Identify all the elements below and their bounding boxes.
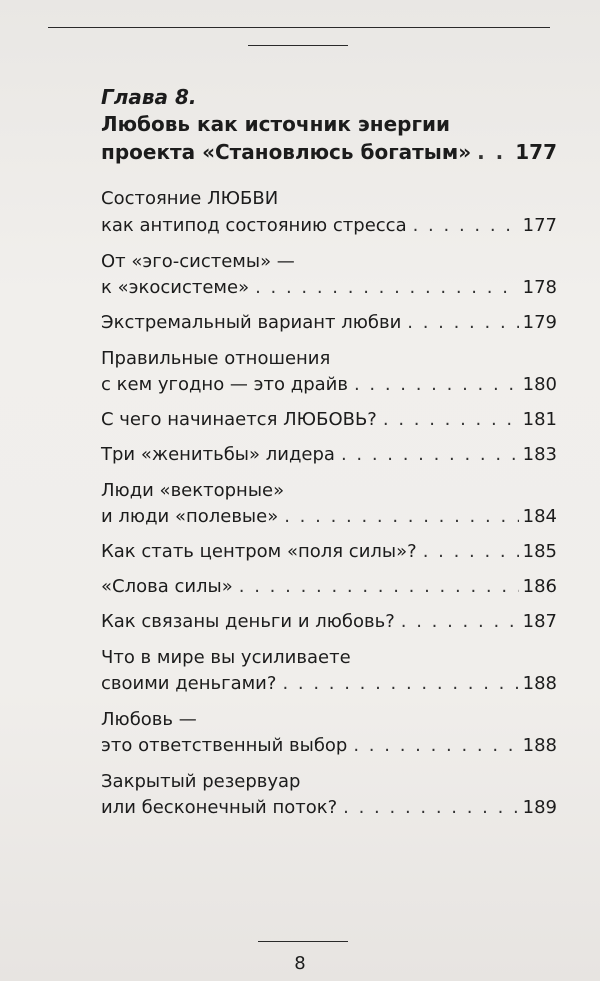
toc-entry-page: 179	[522, 312, 557, 333]
toc-entry	[101, 735, 557, 756]
dot-leader	[284, 506, 518, 527]
dot-leader	[401, 611, 519, 632]
chapter-page-number: 177	[515, 140, 557, 164]
toc-entry	[101, 312, 557, 333]
toc-entry-text: Как связаны деньги и любовь?	[101, 611, 395, 632]
toc-entry-text: и люди «полевые»	[101, 506, 279, 527]
toc-entry-text: Экстремальный вариант любви	[101, 312, 402, 333]
toc-entry-page: 186	[522, 576, 557, 597]
toc-entry	[101, 611, 557, 632]
top-rule	[48, 27, 550, 28]
toc-entry	[101, 673, 557, 694]
toc-entry	[101, 797, 557, 818]
toc-entry-page: 178	[522, 277, 557, 298]
toc-entry-text: «Слова силы»	[101, 576, 233, 597]
toc-entry-line1: Правильные отношения	[101, 348, 331, 369]
toc-entry	[101, 277, 557, 298]
toc-entry-page: 187	[522, 611, 557, 632]
toc-entry-text: как антипод состоянию стресса	[101, 215, 407, 236]
top-short-rule	[248, 45, 348, 46]
toc-entry-line1: Состояние ЛЮБВИ	[101, 188, 279, 209]
toc-entry-text: Как стать центром «поля силы»?	[101, 541, 417, 562]
chapter-title-text: проекта «Становлюсь богатым»	[101, 140, 472, 164]
toc-entry-page: 183	[522, 444, 557, 465]
toc-entry-line1: Что в мире вы усиливаете	[101, 647, 351, 668]
toc-entry-line1: Люди «векторные»	[101, 480, 285, 501]
toc-entry	[101, 541, 557, 562]
page-number: 8	[294, 953, 306, 974]
dot-leader	[239, 576, 519, 597]
toc-entry	[101, 374, 557, 395]
toc-entry-page: 184	[522, 506, 557, 527]
chapter-title-line1: Любовь как источник энергии	[101, 112, 450, 136]
dot-leader	[354, 374, 519, 395]
toc-entry	[101, 576, 557, 597]
dot-leader	[255, 277, 519, 298]
dot-leader	[407, 312, 518, 333]
dot-leader	[413, 215, 519, 236]
toc-entry	[101, 444, 557, 465]
toc-entry-line1: От «эго-системы» —	[101, 251, 295, 272]
toc-entry-page: 180	[522, 374, 557, 395]
dot-leader	[343, 797, 518, 818]
toc-entry-page: 189	[522, 797, 557, 818]
bottom-rule	[258, 941, 348, 942]
toc-entry	[101, 215, 557, 236]
dot-leader	[383, 409, 519, 430]
chapter-label: Глава 8.	[101, 85, 197, 109]
dot-leader	[341, 444, 519, 465]
toc-entry-text: с кем угодно — это драйв	[101, 374, 348, 395]
toc-entry	[101, 409, 557, 430]
dot-leader	[353, 735, 518, 756]
toc-entry-text: своими деньгами?	[101, 673, 277, 694]
toc-entry-page: 188	[522, 735, 557, 756]
dot-leader	[282, 673, 518, 694]
toc-entry-line1: Любовь —	[101, 709, 197, 730]
toc-entry-text: это ответственный выбор	[101, 735, 348, 756]
toc-entry-text: к «экосистеме»	[101, 277, 250, 298]
toc-entry-page: 181	[522, 409, 557, 430]
dot-leader	[477, 140, 511, 164]
chapter-title-line2	[101, 140, 557, 164]
toc-entry-page: 185	[522, 541, 557, 562]
toc-entry-page: 177	[522, 215, 557, 236]
toc-entry-text: С чего начинается ЛЮБОВЬ?	[101, 409, 377, 430]
toc-entry-page: 188	[522, 673, 557, 694]
toc-entry	[101, 506, 557, 527]
toc-entry-text: Три «женитьбы» лидера	[101, 444, 335, 465]
dot-leader	[423, 541, 519, 562]
toc-entry-line1: Закрытый резервуар	[101, 771, 301, 792]
toc-entry-text: или бесконечный поток?	[101, 797, 338, 818]
